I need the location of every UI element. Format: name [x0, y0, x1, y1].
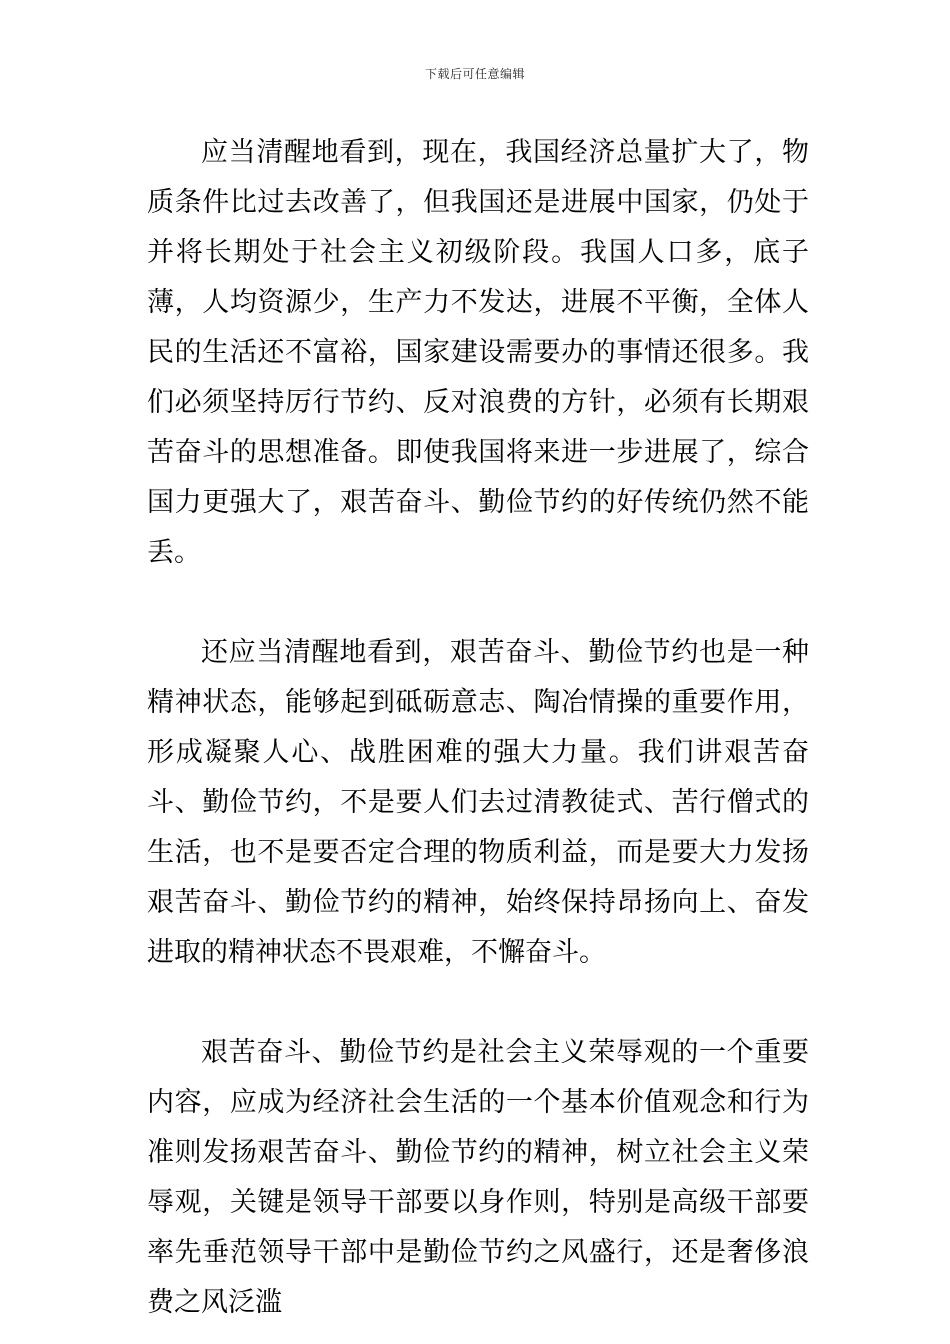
- paragraph-1: 应当清醒地看到，现在，我国经济总量扩大了，物质条件比过去改善了，但我国还是进展中国家，仍处于并将长期处于社会主义初级阶段。我国人口多，底子薄，人均资源少，生产力不发达，进展不平衡，全体人民的生活还不富裕，国家建设需要办的事情还很多。我们必须坚持厉行节约、反对浪费的方针，必须有长期艰苦奋斗的思想准备。即使我国将来进一步进展了，综合国力更强大了，艰苦奋斗、勤俭节约的好传统仍然不能丢。: [147, 137, 809, 568]
- document-body: [147, 128, 809, 1328]
- paragraph-2: 还应当清醒地看到，艰苦奋斗、勤俭节约也是一种精神状态，能够起到砥砺意志、陶冶情操的重要作用，形成凝聚人心、战胜困难的强大力量。我们讲艰苦奋斗、勤俭节约，不是要人们去过清教徒式、苦行僧式的生活，也不是要否定合理的物质利益，而是要大力发扬艰苦奋斗、勤俭节约的精神，始终保持昂扬向上、奋发进取的精神状态不畏艰难，不懈奋斗。: [147, 637, 809, 968]
- paragraph-3: 艰苦奋斗、勤俭节约是社会主义荣辱观的一个重要内容，应成为经济社会生活的一个基本价值观念和行为准则发扬艰苦奋斗、勤俭节约的精神，树立社会主义荣辱观，关键是领导干部要以身作则，特别是高级干部要率先垂范领导干部中是勤俭节约之风盛行，还是奢侈浪费之风泛滥: [147, 1037, 809, 1318]
- header-note: 下载后可任意编辑: [424, 67, 525, 81]
